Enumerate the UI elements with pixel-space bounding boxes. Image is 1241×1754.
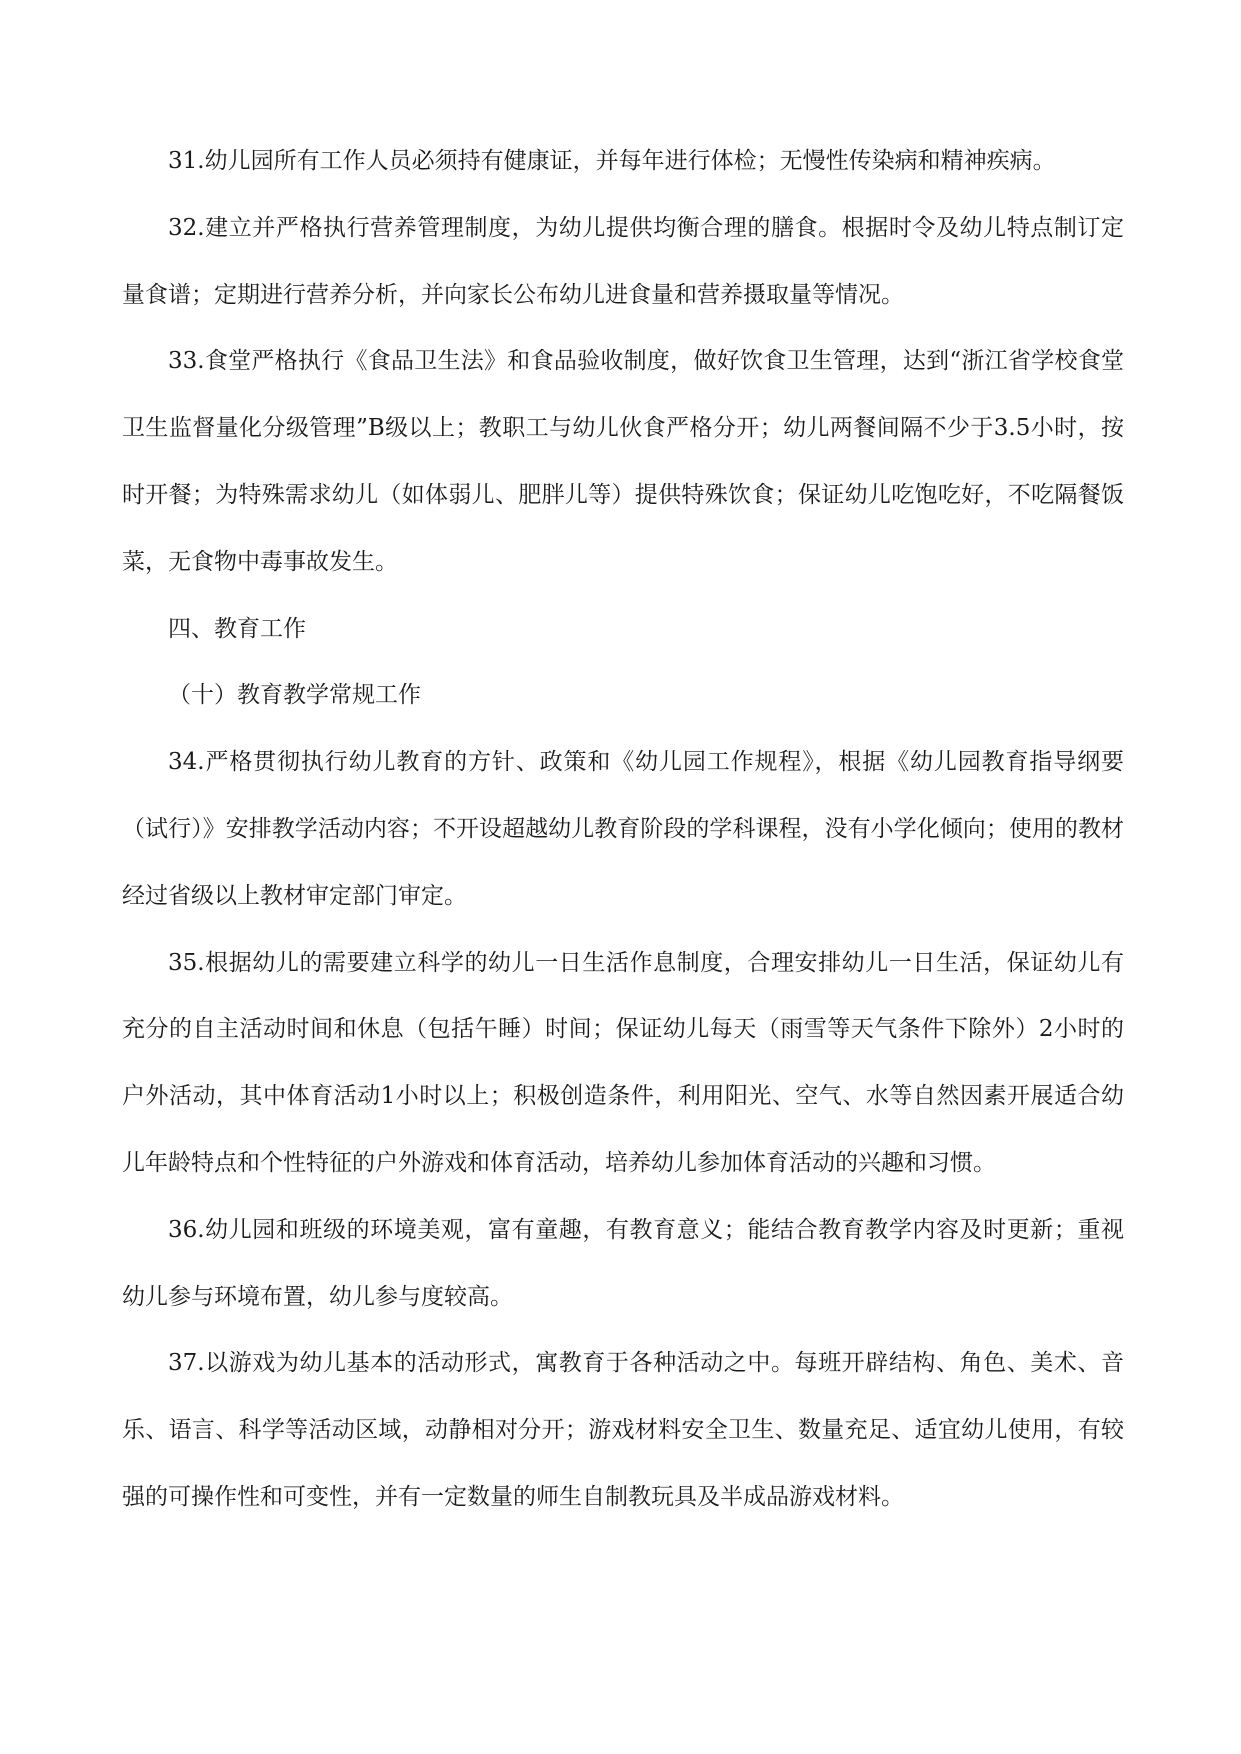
subsection-heading-teaching-routine: （十）教育教学常规工作 <box>168 682 421 709</box>
paragraph-35: 35.根据幼儿的需要建立科学的幼儿一日生活作息制度，合理安排幼儿一日生活，保证幼儿有充分的自主活动时间和休息（包括午睡）时间；保证幼儿每天（雨雪等天气条件下除外）2小时的户外活动，其中体育活动1小时以上；积极创造条件，利用阳光、空气、水等自然因素开展适合幼儿年龄特点和个性特征的户外游戏和体育活动，培养幼儿参加体育活动的兴趣和习惯。 <box>122 949 1124 1176</box>
paragraph-31: 31.幼儿园所有工作人员必须持有健康证，并每年进行体检；无慢性传染病和精神疾病。 <box>168 148 1056 174</box>
paragraph-36: 36.幼儿园和班级的环境美观，富有童趣，有教育意义；能结合教育教学内容及时更新；重视幼儿参与环境布置，幼儿参与度较高。 <box>122 1216 1124 1310</box>
document-body <box>122 128 1124 1531</box>
paragraph-33: 33.食堂严格执行《食品卫生法》和食品验收制度，做好饮食卫生管理，达到“浙江省学校食堂卫生监督量化分级管理”B级以上；教职工与幼儿伙食严格分开；幼儿两餐间隔不少于3.5小时，按时开餐；为特殊需求幼儿（如体弱儿、肥胖儿等）提供特殊饮食；保证幼儿吃饱吃好，不吃隔餐饭菜，无食物中毒事故发生。 <box>122 348 1124 575</box>
paragraph-37: 37.以游戏为幼儿基本的活动形式，寓教育于各种活动之中。每班开辟结构、角色、美术、音乐、语言、科学等活动区域，动静相对分开；游戏材料安全卫生、数量充足、适宜幼儿使用，有较强的可操作性和可变性，并有一定数量的师生自制教玩具及半成品游戏材料。 <box>122 1350 1124 1510</box>
paragraph-32: 32.建立并严格执行营养管理制度，为幼儿提供均衡合理的膳食。根据时令及幼儿特点制订定量食谱；定期进行营养分析，并向家长公布幼儿进食量和营养摄取量等情况。 <box>122 214 1124 308</box>
paragraph-34: 34.严格贯彻执行幼儿教育的方针、政策和《幼儿园工作规程》，根据《幼儿园教育指导纲要（试行）》安排教学活动内容；不开设超越幼儿教育阶段的学科课程，没有小学化倾向；使用的教材经过省级以上教材审定部门审定。 <box>122 749 1124 909</box>
section-heading-education: 四、教育工作 <box>168 615 306 642</box>
